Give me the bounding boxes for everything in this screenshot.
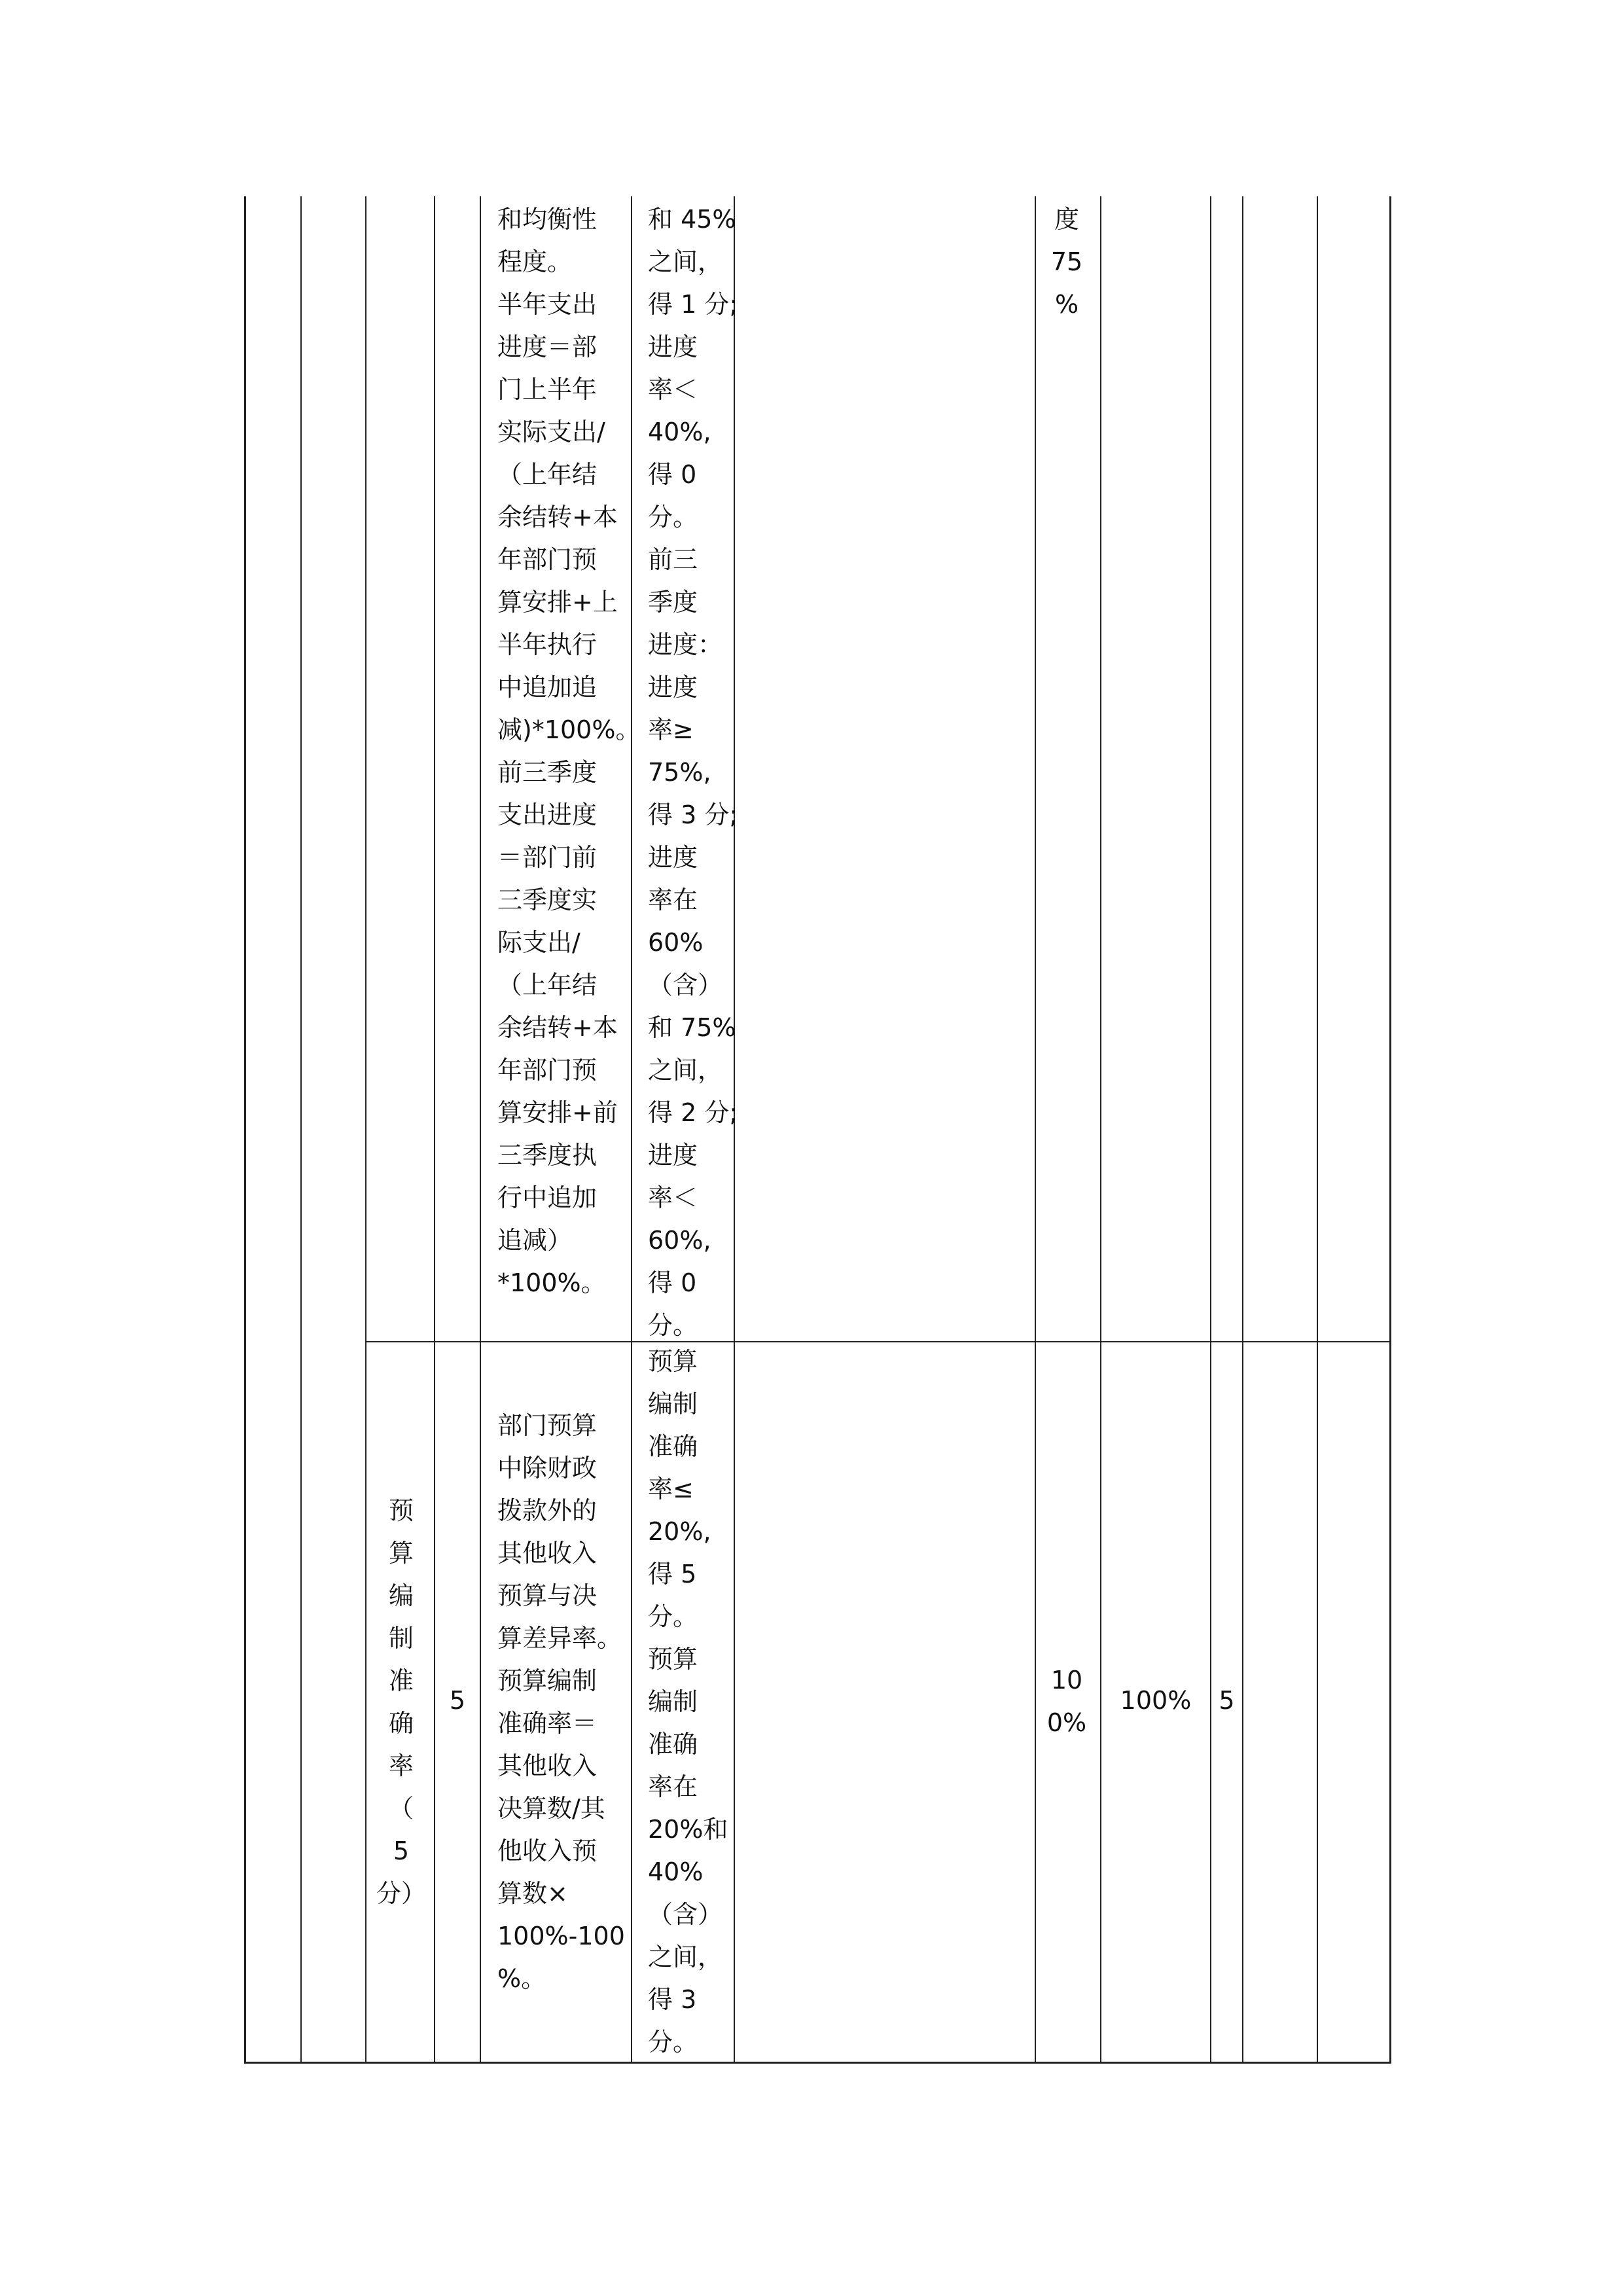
text-line: 决算数/其 xyxy=(497,1794,605,1823)
text-line: 算安排+上 xyxy=(497,588,618,617)
text-line: 率在 xyxy=(648,886,698,914)
text-line: 得 1 分; xyxy=(648,290,738,319)
text-line: 算数× xyxy=(497,1879,568,1908)
text-line: 编制 xyxy=(648,1687,698,1716)
text-line: 5 xyxy=(393,1837,410,1865)
col-line-2 xyxy=(365,196,366,2063)
col-line-11 xyxy=(1317,196,1318,2063)
text-line: 年部门预 xyxy=(497,545,597,574)
text-line: 际支出/ xyxy=(497,928,580,957)
text-line: 进度 xyxy=(648,332,698,361)
text-line: （含） xyxy=(648,971,723,999)
row2-scoring-standard xyxy=(648,1340,728,2064)
row-separator xyxy=(365,1341,1391,1342)
table-bottom-border xyxy=(244,2062,1391,2064)
text-line: % xyxy=(1054,290,1079,319)
col-line-8 xyxy=(1100,196,1101,2063)
text-line: 得 3 xyxy=(648,1985,697,2014)
text-line: 准确率＝ xyxy=(497,1709,597,1738)
text-line: 进度 xyxy=(648,843,698,872)
text-line: 60% xyxy=(648,928,704,957)
col-line-4 xyxy=(480,196,481,2063)
text-line: 三季度执 xyxy=(497,1141,597,1170)
text-line: 进度： xyxy=(648,630,723,659)
text-line: （上年结 xyxy=(497,971,597,999)
row2-indicator-name xyxy=(370,1490,433,1915)
text-line: 其他收入 xyxy=(497,1751,597,1780)
text-line: 75 xyxy=(1050,247,1083,276)
text-line: 前三季度 xyxy=(497,758,597,787)
col-line-3 xyxy=(434,196,435,2063)
text-line: 分。 xyxy=(648,1602,698,1631)
text-line: ＝部门前 xyxy=(497,843,597,872)
table-left-border xyxy=(244,196,246,2063)
text-line: 预算 xyxy=(648,1347,698,1376)
text-line: 编 xyxy=(388,1581,414,1610)
text-line: 得 5 xyxy=(648,1560,697,1588)
text-line: 预算与决 xyxy=(497,1581,597,1610)
text-line: 率＜ xyxy=(648,375,698,404)
text-line: 半年执行 xyxy=(497,630,597,659)
text-line: 半年支出 xyxy=(497,290,597,319)
text-line: 之间， xyxy=(648,1056,723,1085)
text-line: 率＜ xyxy=(648,1183,698,1212)
text-line: 实际支出/ xyxy=(497,418,605,446)
text-line: 40% xyxy=(648,1857,704,1886)
text-line: 部门预算 xyxy=(497,1411,597,1440)
text-line: 预算 xyxy=(648,1645,698,1674)
text-line: 准确 xyxy=(648,1730,698,1759)
text-line: 100%-100 xyxy=(497,1922,625,1950)
text-line: 算差异率。 xyxy=(497,1624,622,1653)
text-line: 得 0 xyxy=(648,1268,697,1297)
text-line: 门上半年 xyxy=(497,375,597,404)
row1-evaluation-basis xyxy=(497,198,640,1304)
text-line: 进度 xyxy=(648,673,698,702)
text-line: 准确 xyxy=(648,1432,698,1461)
row2-score: 5 xyxy=(1219,1686,1235,1715)
text-line: %。 xyxy=(497,1964,546,1993)
text-line: 0% xyxy=(1046,1708,1087,1737)
text-line: 前三 xyxy=(648,545,698,574)
text-line: （含） xyxy=(648,1900,723,1929)
text-line: 程度。 xyxy=(497,247,573,276)
text-line: 10 xyxy=(1050,1666,1083,1695)
text-line: 20%和 xyxy=(648,1815,728,1844)
text-line: 40%, xyxy=(648,418,711,446)
text-line: 和 75% xyxy=(648,1013,736,1042)
text-line: 和均衡性 xyxy=(497,205,597,234)
row2-target-value xyxy=(1041,1659,1093,1744)
text-line: 余结转+本 xyxy=(497,503,618,531)
text-line: 60%, xyxy=(648,1226,711,1255)
text-line: 得 2 分; xyxy=(648,1098,738,1127)
text-line: 准 xyxy=(388,1666,414,1695)
text-line: *100%。 xyxy=(497,1268,606,1297)
table-right-border xyxy=(1389,196,1391,2063)
col-line-1 xyxy=(300,196,302,2063)
text-line: 率≥ xyxy=(648,715,694,744)
text-line: 进度＝部 xyxy=(497,332,597,361)
text-line: 率≤ xyxy=(648,1475,694,1503)
text-line: 确 xyxy=(388,1709,414,1738)
text-line: 75%, xyxy=(648,758,711,787)
row1-scoring-standard xyxy=(648,198,738,1347)
text-line: 减)*100%。 xyxy=(497,715,641,744)
text-line: 编制 xyxy=(648,1390,698,1418)
text-line: 分。 xyxy=(648,1311,698,1340)
row2-actual-value: 100% xyxy=(1120,1686,1192,1715)
text-line: 预算编制 xyxy=(497,1666,597,1695)
text-line: 20%, xyxy=(648,1517,711,1546)
text-line: 拨款外的 xyxy=(497,1496,597,1525)
row1-target-value xyxy=(1041,198,1093,326)
col-line-9 xyxy=(1210,196,1211,2063)
text-line: 得 0 xyxy=(648,460,697,489)
text-line: 行中追加 xyxy=(497,1183,597,1212)
col-line-10 xyxy=(1242,196,1243,2063)
col-line-7 xyxy=(1035,196,1036,2063)
row2-weight: 5 xyxy=(449,1686,466,1715)
text-line: 他收入预 xyxy=(497,1837,597,1865)
text-line: 中追加追 xyxy=(497,673,597,702)
text-line: 中除财政 xyxy=(497,1454,597,1482)
text-line: 追减） xyxy=(497,1226,573,1255)
text-line: 进度 xyxy=(648,1141,698,1170)
text-line: 其他收入 xyxy=(497,1539,597,1568)
row2-evaluation-basis xyxy=(497,1405,625,2000)
text-line: 得 3 分; xyxy=(648,800,738,829)
text-line: 算安排+前 xyxy=(497,1098,618,1127)
text-line: 年部门预 xyxy=(497,1056,597,1085)
text-line: 之间， xyxy=(648,1943,723,1971)
text-line: 余结转+本 xyxy=(497,1013,618,1042)
text-line: 度 xyxy=(1054,205,1079,234)
text-line: （上年结 xyxy=(497,460,597,489)
text-line: 支出进度 xyxy=(497,800,597,829)
text-line: 之间， xyxy=(648,247,723,276)
text-line: 分） xyxy=(376,1879,426,1908)
text-line: 季度 xyxy=(648,588,698,617)
text-line: 分。 xyxy=(648,503,698,531)
text-line: 和 45% xyxy=(648,205,736,234)
text-line: 分。 xyxy=(648,2028,698,2056)
text-line: 三季度实 xyxy=(497,886,597,914)
text-line: 算 xyxy=(388,1539,414,1568)
text-line: 制 xyxy=(388,1624,414,1653)
text-line: 率 xyxy=(388,1751,414,1780)
text-line: （ xyxy=(388,1794,414,1823)
text-line: 预 xyxy=(388,1496,414,1525)
text-line: 率在 xyxy=(648,1772,698,1801)
